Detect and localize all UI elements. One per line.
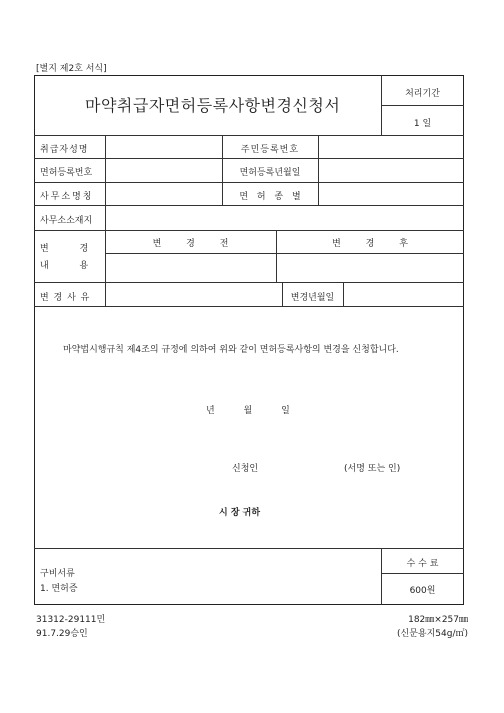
- office-name-label: 사무소명칭: [40, 192, 94, 202]
- license-date-label: 면허등록년월일: [239, 168, 301, 178]
- form-number-label: [별지 제2호 서식]: [36, 64, 107, 74]
- mid-column-line-b: [318, 135, 319, 205]
- paper-weight: (신문용지54g/㎡): [397, 629, 468, 639]
- form-code: 31312-29111민: [36, 615, 106, 625]
- required-documents-label: 구비서류: [40, 569, 75, 579]
- fee-label: 수 수 료: [406, 559, 439, 569]
- label-column-line: [105, 135, 106, 306]
- after-change-header: 변 경 후: [332, 239, 408, 249]
- paper-size: 182㎜×257㎜: [408, 615, 468, 625]
- change-content-label-2: 내 용: [40, 261, 89, 271]
- office-address-label: 사무소소재지: [40, 216, 93, 226]
- change-content-label-1: 변 경: [40, 244, 89, 254]
- applicant-label: 신청인: [232, 464, 259, 474]
- row-line-5: [34, 230, 464, 231]
- row-line-6: [105, 253, 464, 254]
- row-line-8: [34, 306, 464, 307]
- handler-name-label: 취급자성명: [40, 145, 89, 155]
- row-line-4: [34, 205, 464, 206]
- row-line-1: [34, 135, 464, 136]
- date-line: 년 월 일: [206, 406, 290, 416]
- row-line-2: [34, 158, 464, 159]
- fee-value: 600원: [409, 586, 436, 596]
- fee-divider: [381, 573, 464, 574]
- processing-period-value: 1 일: [413, 119, 432, 129]
- row-line-3: [34, 182, 464, 183]
- resident-number-label: 주민등록번호: [240, 145, 300, 155]
- before-change-header: 변 경 전: [152, 239, 229, 249]
- row-line-9: [34, 548, 464, 549]
- addressee: 시 장 귀하: [219, 508, 261, 518]
- change-reason-label: 변 경 사 유: [40, 293, 91, 303]
- row-line-7: [34, 282, 464, 283]
- approval-date: 91.7.29승인: [36, 629, 88, 639]
- reason-split-b: [343, 282, 344, 306]
- application-statement: 마약법시행규칙 제4조의 규정에 의하여 위와 같이 면허등록사항의 변경을 신청합니다.: [63, 345, 399, 355]
- license-type-label: 면 허 종 별: [239, 192, 301, 202]
- signature-label: (서명 또는 인): [344, 464, 401, 474]
- license-number-label: 면허등록번호: [40, 168, 93, 178]
- required-documents-item: 1. 면허증: [40, 584, 78, 594]
- change-date-label: 변경년월일: [290, 293, 335, 303]
- processing-period-label: 처리기간: [405, 89, 440, 99]
- processing-divider: [381, 105, 464, 106]
- form-title: 마약취급자면허등록사항변경신청서: [85, 96, 341, 115]
